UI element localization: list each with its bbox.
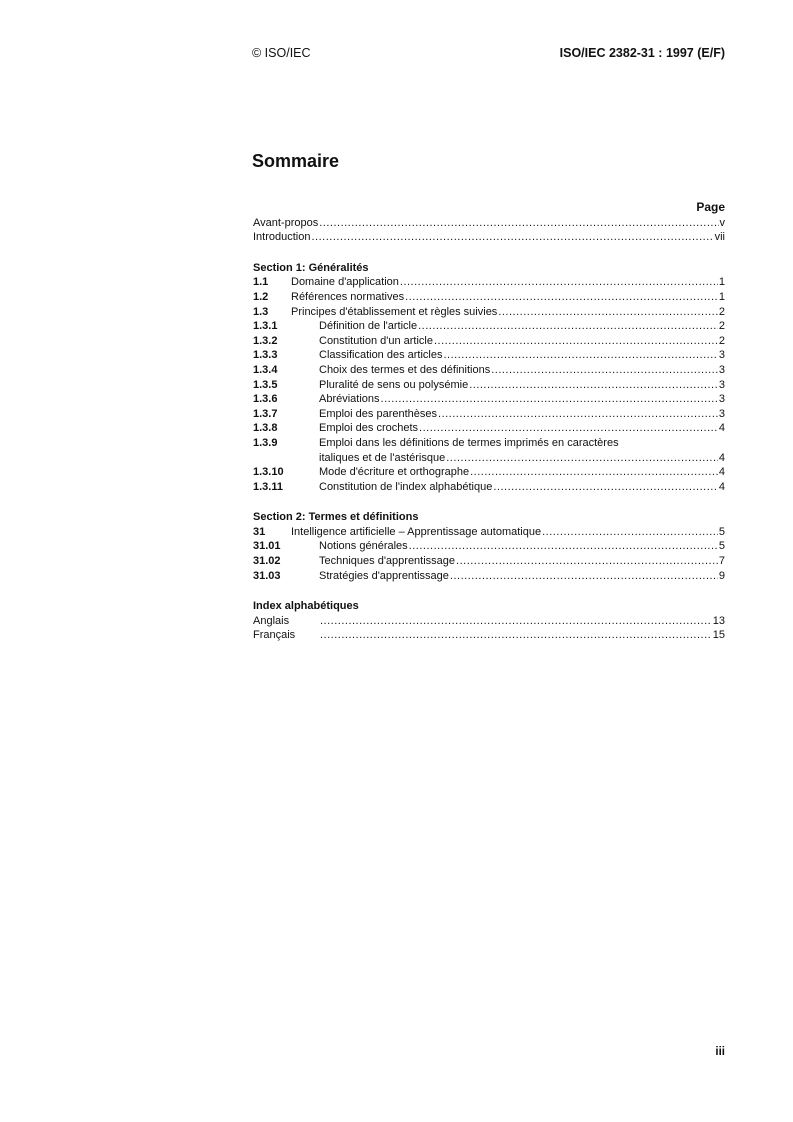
toc-entry-label: Intelligence artificielle – Apprentissage automatique: [291, 525, 542, 538]
toc-entry-number: 31.03: [253, 569, 281, 582]
toc-entry-label: Mode d'écriture et orthographe: [319, 466, 470, 479]
toc-entry-number: 1.3.10: [253, 466, 284, 479]
toc-entry-1-2: [253, 290, 725, 305]
toc-entry-1-3-2: [253, 334, 725, 349]
toc-entry-index-francais: [253, 628, 725, 643]
toc-entry-page: 3: [718, 393, 725, 406]
toc-entry-31: [253, 525, 725, 540]
toc-entry-page: 15: [712, 629, 725, 642]
leader-dots: [446, 451, 718, 466]
toc-entry-label: Emploi des crochets: [319, 422, 419, 435]
toc-entry-label: Emploi des parenthèses: [319, 407, 438, 420]
toc-entry-number: 1.3: [253, 305, 269, 318]
leader-dots: [418, 319, 718, 334]
toc-entry-page: 13: [712, 614, 725, 627]
toc-entry-1-3-7: [253, 407, 725, 422]
toc-entry-number: 1.2: [253, 290, 269, 303]
toc-entry-label: Stratégies d'apprentissage: [319, 569, 449, 582]
table-of-contents: [253, 200, 725, 643]
page-column-label: Page: [696, 200, 725, 214]
leader-dots: [438, 407, 718, 422]
toc-entry-label: Principes d'établissement et règles suivies: [291, 305, 498, 318]
index-heading: Index alphabétiques: [253, 600, 359, 613]
leader-dots: [320, 614, 712, 629]
section-2-heading: Section 2: Termes et définitions: [253, 511, 419, 524]
toc-entry-label-continued: italiques et de l'astérisque: [319, 451, 446, 464]
toc-entry-page: 1: [718, 276, 725, 289]
leader-dots: [456, 554, 718, 569]
toc-entry-page: 9: [718, 569, 725, 582]
toc-entry-page: 3: [718, 378, 725, 391]
toc-entry-page: v: [719, 216, 725, 229]
toc-entry-1-3-9: [253, 436, 725, 451]
toc-entry-page: 4: [718, 451, 725, 464]
toc-entry-label: Introduction: [253, 231, 311, 244]
leader-dots: [469, 378, 718, 393]
toc-entry-1-3-1: [253, 319, 725, 334]
toc-entry-1-1: [253, 275, 725, 290]
toc-entry-page: 7: [718, 555, 725, 568]
toc-entry-1-3-6: [253, 392, 725, 407]
toc-entry-label: Techniques d'apprentissage: [319, 555, 456, 568]
leader-dots: [493, 480, 718, 495]
toc-entry-1-3-9-continued: [253, 451, 725, 466]
toc-entry-1-3-11: [253, 480, 725, 495]
leader-dots: [470, 465, 718, 480]
leader-dots: [491, 363, 718, 378]
leader-dots: [419, 421, 718, 436]
toc-entry-number: 1.3.5: [253, 378, 278, 391]
toc-entry-label: Français: [253, 629, 296, 642]
toc-entry-1-3-4: [253, 363, 725, 378]
toc-entry-31-03: [253, 569, 725, 584]
toc-entry-label: Pluralité de sens ou polysémie: [319, 378, 469, 391]
toc-entry-label: Anglais: [253, 614, 290, 627]
toc-entry-1-3: [253, 305, 725, 320]
toc-entry-label: Abréviations: [319, 393, 380, 406]
toc-entry-number: 1.3.1: [253, 320, 278, 333]
toc-entry-label: Constitution d'un article: [319, 334, 433, 347]
toc-entry-number: 31.01: [253, 540, 281, 553]
toc-entry-1-3-10: [253, 465, 725, 480]
toc-entry-page: 5: [718, 525, 725, 538]
header-right: ISO/IEC 2382-31 : 1997 (E/F): [559, 46, 725, 60]
toc-entry-number: 31: [253, 525, 266, 538]
leader-dots: [450, 569, 718, 584]
toc-entry-avant-propos: [253, 216, 725, 231]
toc-entry-1-3-3: [253, 348, 725, 363]
toc-entry-label: Constitution de l'index alphabétique: [319, 480, 493, 493]
leader-dots: [542, 525, 718, 540]
leader-dots: [498, 305, 718, 320]
toc-entry-page: 5: [718, 540, 725, 553]
toc-entry-number: 1.3.6: [253, 393, 278, 406]
toc-entry-1-3-5: [253, 378, 725, 393]
leader-dots: [434, 334, 718, 349]
toc-entry-label: Notions générales: [319, 540, 408, 553]
toc-entry-page: 4: [718, 466, 725, 479]
toc-entry-index-anglais: [253, 614, 725, 629]
leader-dots: [405, 290, 718, 305]
leader-dots: [409, 539, 718, 554]
toc-entry-number: 1.3.8: [253, 422, 278, 435]
leader-dots: [320, 628, 712, 643]
toc-entry-label: Références normatives: [291, 290, 405, 303]
page-title: Sommaire: [252, 151, 340, 171]
toc-entry-introduction: [253, 230, 725, 245]
toc-entry-label: Choix des termes et des définitions: [319, 363, 491, 376]
section-1-heading: Section 1: Généralités: [253, 261, 369, 274]
toc-entry-number: 1.3.3: [253, 349, 278, 362]
toc-entry-page: 2: [718, 334, 725, 347]
toc-entry-label: Classification des articles: [319, 349, 443, 362]
leader-dots: [400, 275, 718, 290]
toc-entry-page: vii: [714, 231, 725, 244]
toc-entry-number: 31.02: [253, 555, 281, 568]
toc-entry-label: Emploi dans les définitions de termes imprimés en caractères: [319, 436, 619, 449]
toc-entry-page: 1: [718, 290, 725, 303]
toc-entry-label: Domaine d'application: [291, 276, 399, 289]
toc-entry-page: 3: [718, 349, 725, 362]
toc-entry-page: 4: [718, 422, 725, 435]
toc-entry-page: 4: [718, 480, 725, 493]
toc-entry-page: 2: [718, 305, 725, 318]
leader-dots: [444, 348, 718, 363]
page-number: iii: [715, 1046, 725, 1058]
toc-entry-number: 1.3.9: [253, 436, 278, 449]
toc-entry-page: 3: [718, 407, 725, 420]
toc-entry-number: 1.3.2: [253, 334, 278, 347]
toc-entry-number: 1.3.4: [253, 363, 278, 376]
toc-entry-1-3-8: [253, 421, 725, 436]
toc-entry-number: 1.3.11: [253, 480, 283, 493]
leader-dots: [319, 216, 718, 231]
header-left: © ISO/IEC: [252, 46, 311, 60]
toc-entry-number: 1.1: [253, 276, 269, 289]
leader-dots: [311, 230, 713, 245]
toc-entry-31-01: [253, 539, 725, 554]
leader-dots: [381, 392, 718, 407]
toc-entry-label: Avant-propos: [253, 216, 319, 229]
toc-entry-31-02: [253, 554, 725, 569]
toc-entry-page: 2: [718, 320, 725, 333]
toc-entry-number: 1.3.7: [253, 407, 278, 420]
toc-entry-label: Définition de l'article: [319, 320, 418, 333]
toc-entry-page: 3: [718, 363, 725, 376]
